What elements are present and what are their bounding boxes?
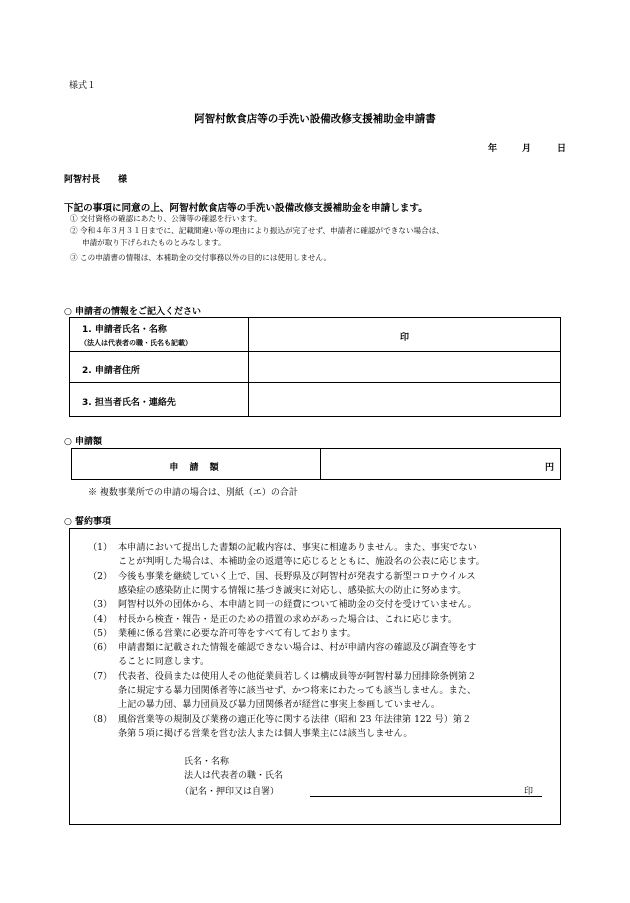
- applicant-table: [69, 317, 561, 417]
- applicant-name-label: 1. 申請者氏名・名称: [82, 324, 167, 335]
- applicant-heading: ○ 申請者の情報をご記入ください: [64, 307, 201, 317]
- applicant-address-label: 2. 申請者住所: [82, 365, 140, 376]
- pledge-text: 村長から検査・報告・是正のための措置の求めがあった場合は、これに応じます。: [118, 613, 458, 625]
- note-item: ① 交付資格の確認にあたり、公簿等の確認を行います。: [70, 214, 262, 223]
- signature-method-label: （記名・押印又は自署）: [180, 787, 280, 797]
- pledge-text: 感染症の感染防止に関する情報に基づき誠実に対応し、感染拡大の防止に努めます。: [118, 584, 467, 596]
- pledge-number: （7）: [88, 670, 113, 682]
- form-number: 様式１: [69, 81, 97, 91]
- table-row: [72, 449, 561, 480]
- addressee-honorific: 様: [118, 175, 128, 185]
- contact-label-cell: [70, 383, 249, 417]
- signature-seal-mark: 印: [524, 787, 534, 797]
- pledge-number: （4）: [88, 613, 113, 625]
- applicant-address-label-cell: [70, 352, 249, 383]
- pledge-number: （6）: [88, 642, 113, 654]
- amount-label-cell: [72, 449, 321, 480]
- pledge-text: 風俗営業等の規制及び業務の適正化等に関する法律（昭和 23 年法律第 122 号）第２: [118, 713, 472, 725]
- table-row: [70, 383, 561, 417]
- pledge-text: ことが判明した場合は、本補助金の返還等に応じるとともに、施設名の公表に応じます。: [118, 556, 485, 568]
- pledge-number: （3）: [88, 599, 113, 611]
- applicant-address-field[interactable]: [249, 352, 561, 383]
- addressee: [64, 172, 127, 185]
- contact-label: 3. 担当者氏名・連絡先: [82, 398, 176, 408]
- amount-label: 申 請 額: [169, 462, 223, 473]
- pledge-text: 条第５項に掲げる営業を営む法人または個人事業主には該当しません。: [118, 727, 413, 739]
- applicant-name-sublabel: （法人は代表者の職・氏名も記載）: [80, 338, 192, 347]
- table-row: [70, 318, 561, 352]
- pledge-text: 今後も事業を継続していく上で、国、長野県及び阿智村が発表する新型コロナウイルス: [118, 570, 476, 582]
- pledge-number: （8）: [88, 713, 113, 725]
- pledge-text: ることに同意します。: [118, 656, 210, 668]
- contact-field[interactable]: [249, 383, 561, 417]
- intro-statement: 下記の事項に同意の上、阿智村飲食店等の手洗い設備改修支援補助金を申請します。: [64, 203, 428, 214]
- amount-field[interactable]: [321, 449, 561, 480]
- pledge-text: 申請書類に記載された情報を確認できない場合は、村が申請内容の確認及び調査等をす: [118, 642, 477, 654]
- pledge-text: 阿智村以外の団体から、本申請と同一の経費について補助金の交付を受けていません。: [118, 599, 477, 611]
- note-item: ③ この申請書の情報は、本補助金の交付事務以外の目的には使用しません。: [70, 253, 332, 262]
- signature-line[interactable]: [310, 796, 542, 797]
- table-row: [70, 352, 561, 383]
- pledge-number: （5）: [88, 627, 113, 639]
- addressee-name: 阿智村長: [64, 175, 101, 185]
- amount-note: ※ 複数事業所での申請の場合は、別紙（エ）の合計: [88, 488, 298, 498]
- page-title: 阿智村飲食店等の手洗い設備改修支援補助金申請書: [194, 113, 436, 125]
- yen-unit: 円: [544, 462, 554, 473]
- note-item: ② 令和４年３月３１日までに、記載間違い等の理由により振込が完了せず、申請者に確認ができない場合は、: [70, 226, 444, 235]
- seal-mark: 印: [399, 333, 409, 343]
- signature-name-label: 氏名・名称: [184, 757, 230, 767]
- date-year: 年: [488, 144, 498, 154]
- pledge-text: 本申請において提出した書類の記載内容は、事実に相違ありません。また、事実でない: [118, 542, 477, 553]
- pledge-text: 業種に係る営業に必要な許可等をすべて有しております。: [118, 627, 356, 639]
- note-item: 申請が取り下げられたものとみなします。: [82, 238, 226, 247]
- date-day: 日: [557, 144, 567, 154]
- pledge-text: 条に規定する暴力団関係者等に該当せず、かつ将来にわたっても該当しません。また、: [118, 685, 477, 696]
- pledge-number: （2）: [88, 570, 113, 582]
- applicant-name-label-cell: [70, 318, 249, 352]
- pledge-box: [69, 528, 561, 825]
- amount-heading: ○ 申請額: [64, 437, 102, 447]
- amount-table: [71, 448, 561, 480]
- pledge-heading: ○ 誓約事項: [64, 517, 111, 527]
- pledge-text: 上記の暴力団、暴力団員及び暴力団関係者が経営に事実上参画していません。: [118, 699, 441, 711]
- pledge-number: （1）: [88, 542, 113, 553]
- pledge-text: 代表者、役員または使用人その他従業員若しくは構成員等が阿智村暴力団排除条例第２: [118, 670, 477, 682]
- signature-title-label: 法人は代表者の職・氏名: [184, 771, 284, 781]
- date-month: 月: [522, 144, 532, 154]
- applicant-name-field[interactable]: [249, 318, 561, 352]
